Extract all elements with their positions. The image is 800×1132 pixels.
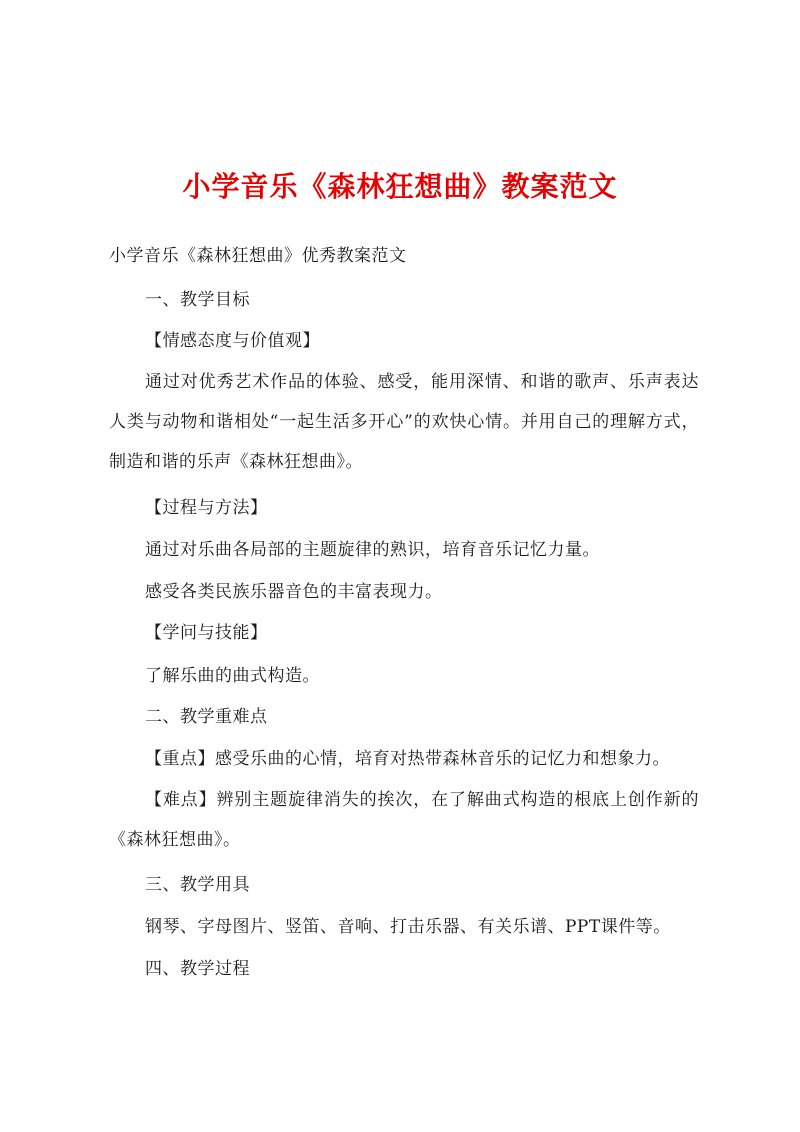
paragraph-knowledge: 了解乐曲的曲式构造。 — [145, 666, 320, 686]
subheading-emotion-values: 【情感态度与价值观】 — [145, 331, 320, 351]
paragraph-emotion-values: 通过对优秀艺术作品的体验、感受，能用深情、和谐的歌声、乐声表达人类与动物和谐相处“一起生活多开心”的欢快心情。并用自己的理解方式，制造和谐的乐声《森林狂想曲》。 — [109, 372, 699, 472]
section-heading-teaching-goals: 一、教学目标 — [145, 290, 250, 310]
paragraph-difficulty: 【难点】辨别主题旋律消失的挨次，在了解曲式构造的根底上创作新的《森林狂想曲》。 — [109, 790, 699, 850]
section-heading-teaching-process: 四、教学过程 — [145, 959, 250, 979]
subheading-process-method: 【过程与方法】 — [145, 498, 268, 518]
section-heading-teaching-tools: 三、教学用具 — [145, 875, 250, 895]
paragraph-teaching-tools: 钢琴、字母图片、竖笛、音响、打击乐器、有关乐谱、PPT课件等。 — [145, 917, 671, 937]
document-title: 小学音乐《森林狂想曲》教案范文 — [182, 170, 618, 203]
paragraph-process-2: 感受各类民族乐器音色的丰富表现力。 — [145, 582, 443, 602]
paragraph-key-point: 【重点】感受乐曲的心情，培育对热带森林音乐的记忆力和想象力。 — [145, 749, 670, 769]
subheading-knowledge-skills: 【学问与技能】 — [145, 623, 268, 643]
document-subtitle: 小学音乐《森林狂想曲》优秀教案范文 — [109, 246, 407, 266]
paragraph-process-1: 通过对乐曲各局部的主题旋律的熟识，培育音乐记忆力量。 — [145, 540, 600, 560]
section-heading-key-difficult-points: 二、教学重难点 — [145, 707, 268, 727]
